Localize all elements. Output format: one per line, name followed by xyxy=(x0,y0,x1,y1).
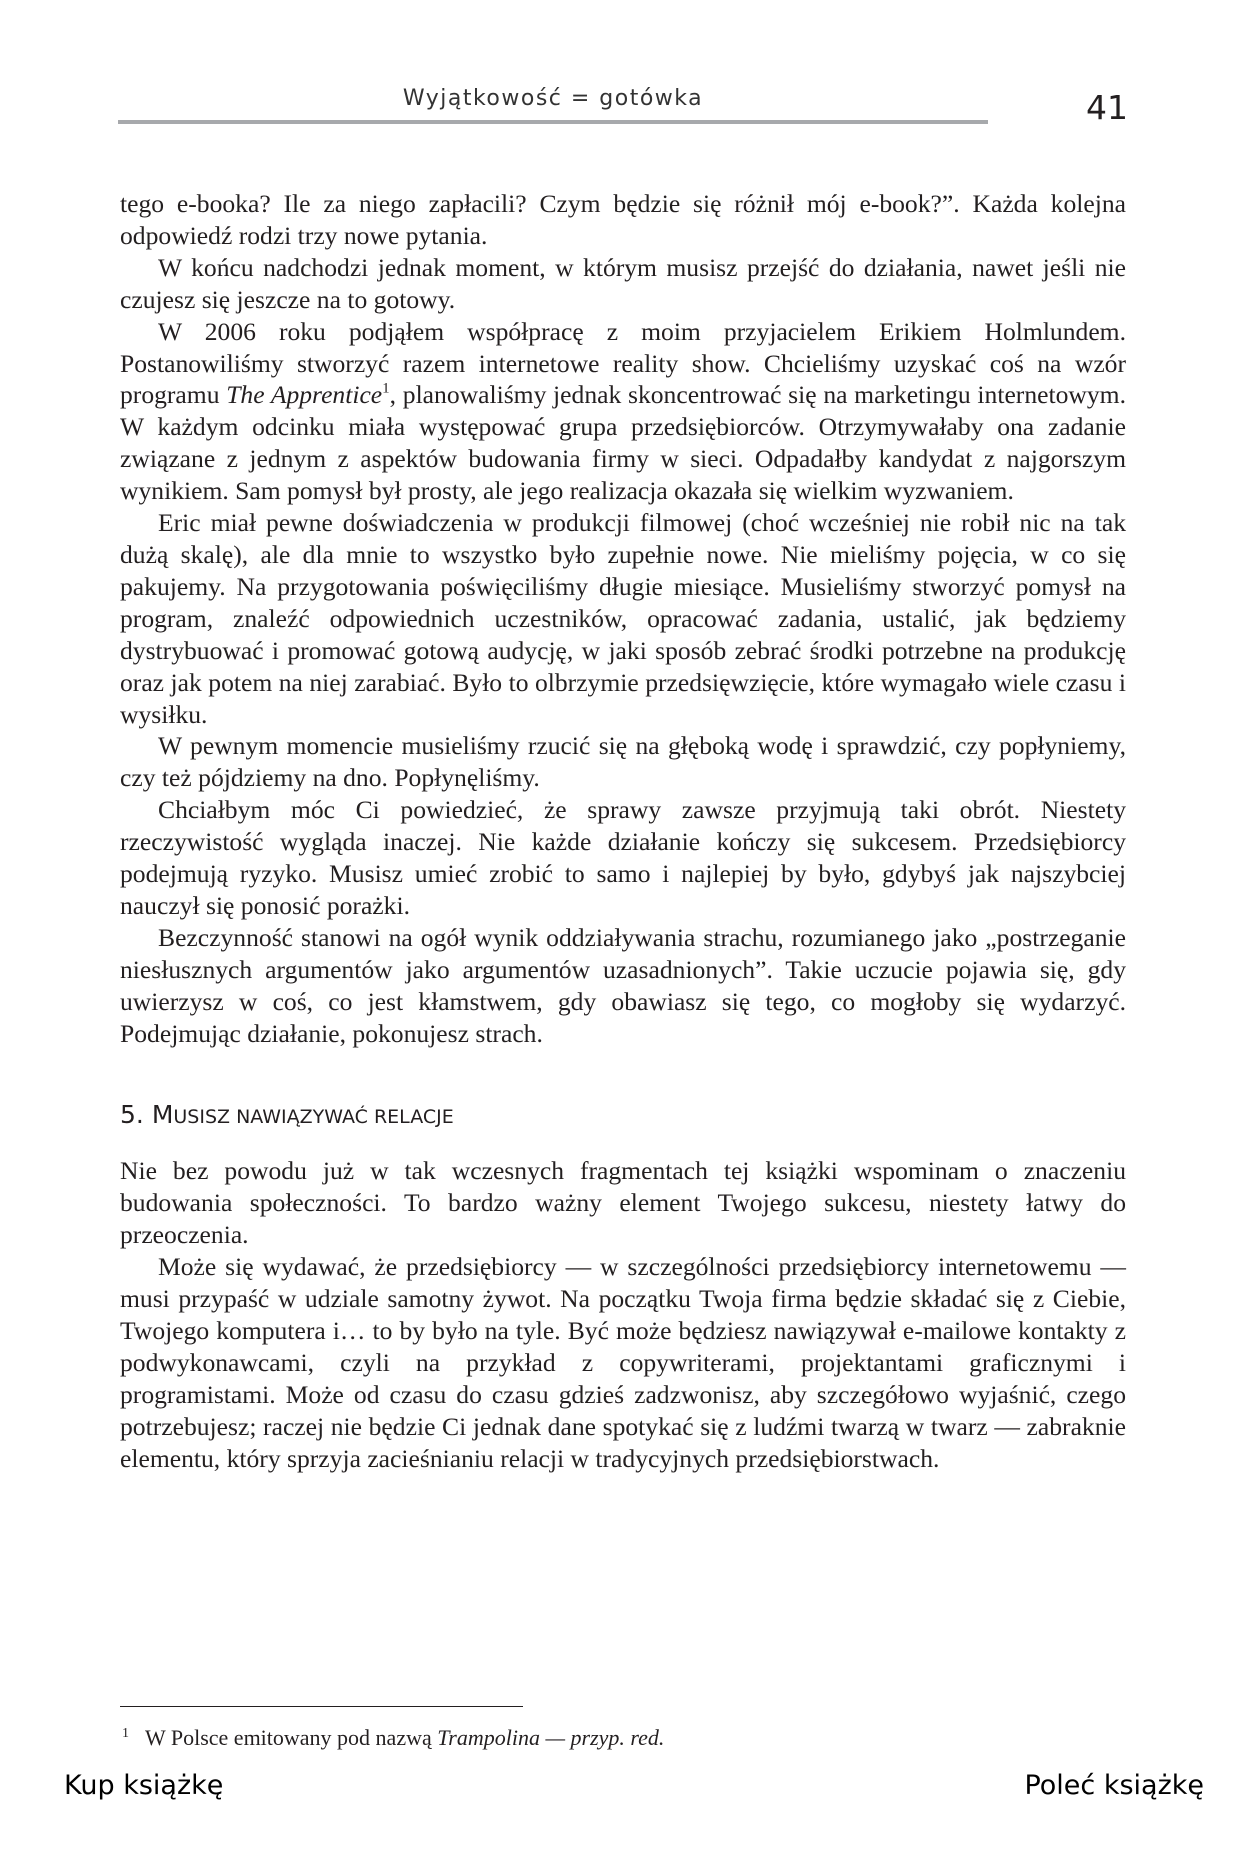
footnote-text: W Polsce emitowany pod nazwą xyxy=(145,1725,438,1750)
show-title: The Apprentice xyxy=(226,380,383,410)
paragraph-text: W 2006 roku podjąłem współpracę z moim przyjacielem Erikiem Holmlundem. Postanowiliśmy stworzyć razem internetowe reality show. Chcieliśmy uzyskać coś na wzór programu xyxy=(120,316,1126,410)
recommend-book-link[interactable]: Poleć książkę xyxy=(1024,1770,1204,1801)
page-header xyxy=(118,72,1128,132)
paragraph: W końcu nadchodzi jednak moment, w którym musisz przejść do działania, nawet jeśli nie czujesz się jeszcze na to gotowy. xyxy=(120,252,1126,314)
paragraph: Chciałbym móc Ci powiedzieć, że sprawy zawsze przyjmują taki obrót. Niestety rzeczywistość wygląda inaczej. Nie każde działanie kończy się sukcesem. Przedsiębiorcy podejmują ryzyko. Musisz umieć zrobić to samo i najlepiej by było, gdybyś jak najszybciej nauczył się ponosić porażki. xyxy=(120,795,1126,920)
running-head: Wyjątkowość = gotówka xyxy=(402,86,704,111)
footnote-text-italic: — przyp. red. xyxy=(539,1725,665,1750)
section-title-rest: USISZ NAWIĄZYWAĆ RELACJE xyxy=(173,1106,454,1129)
section-heading xyxy=(120,1099,1126,1133)
section-title-initial: M xyxy=(151,1100,174,1130)
footnote-reference: 1 xyxy=(382,380,390,397)
page-body xyxy=(120,188,1126,1475)
page-number: 41 xyxy=(1086,88,1128,127)
paragraph: Bezczynność stanowi na ogół wynik oddziaływania strachu, rozumianego jako „postrzeganie niesłusznych argumentów jako argumentów uzasadnionych”. Takie uczucie pojawia się, gdy uwierzysz w coś, co jest kłamstwem, gdy obawiasz się tego, co mogłoby się wydarzyć. Podejmując działanie, pokonujesz strach. xyxy=(120,922,1126,1048)
paragraph: Może się wydawać, że przedsiębiorcy — w szczególności przedsiębiorcy internetowemu — musi przypaść w udziale samotny żywot. Na początku Twoja firma będzie składać się z Ciebie, Twojego komputera i… to by było na tyle. Być może będziesz nawiązywał e-mailowe kontakty z podwykonawcami, czyli na przykład z copywriterami, projektantami graficznymi i programistami. Może od czasu do czasu gdzieś zadzwonisz, aby szczegółowo wyjaśnić, czego potrzebujesz; raczej nie będzie Ci jednak dane spotykać się z ludźmi twarzą w twarz — zabraknie elementu, który sprzyja zacieśnianiu relacji w tradycyjnych przedsiębiorstwach. xyxy=(120,1252,1126,1473)
paragraph: Eric miał pewne doświadczenia w produkcji filmowej (choć wcześniej nie robił nic na tak dużą skalę), ale dla mnie to wszystko było zupełnie nowe. Nie mieliśmy pojęcia, w co się pakujemy. Na przygotowania poświęciliśmy długie miesiące. Musieliśmy stworzyć pomysł na program, znaleźć odpowiednich uczestników, opracować zadania, ustalić, jak będziemy dystrybuować i promować gotową audycję, w jaki sposób zebrać środki potrzebne na produkcję oraz jak potem na niej zarabiać. Było to olbrzymie przedsięwzięcie, które wymagało wiele czasu i wysiłku. xyxy=(120,508,1126,729)
footnote-title: Trampolina xyxy=(437,1725,540,1750)
section-number: 5. xyxy=(120,1100,144,1130)
header-rule xyxy=(118,120,988,124)
paragraph: Nie bez powodu już w tak wczesnych fragmentach tej książki wspominam o znaczeniu budowania społeczności. To bardzo ważny element Twojego sukcesu, niestety łatwy do przeoczenia. xyxy=(120,1156,1126,1250)
footnote-number: 1 xyxy=(122,1725,129,1741)
buy-book-link[interactable]: Kup książkę xyxy=(64,1770,224,1801)
paragraph: tego e-booka? Ile za niego zapłacili? Czym będzie się różnił mój e-book?”. Każda kolejna odpowiedź rodzi trzy nowe pytania. xyxy=(120,189,1126,250)
paragraph xyxy=(120,316,1126,507)
footnote-divider xyxy=(120,1706,523,1707)
footnote xyxy=(122,1724,1122,1752)
paragraph: W pewnym momencie musieliśmy rzucić się na głęboką wodę i sprawdzić, czy popłyniemy, czy też pójdziemy na dno. Popłynęliśmy. xyxy=(120,731,1126,793)
paragraph-text: , planowaliśmy jednak skoncentrować się na marketingu internetowym. W każdym odcinku miała występować grupa przedsiębiorców. Otrzymywałaby ona zadanie związane z jednym z aspektów budowania firmy w sieci. Odpadałby kandydat z najgorszym wynikiem. Sam pomysł był prosty, ale jego realizacja okazała się wielkim wyzwaniem. xyxy=(120,380,1126,506)
